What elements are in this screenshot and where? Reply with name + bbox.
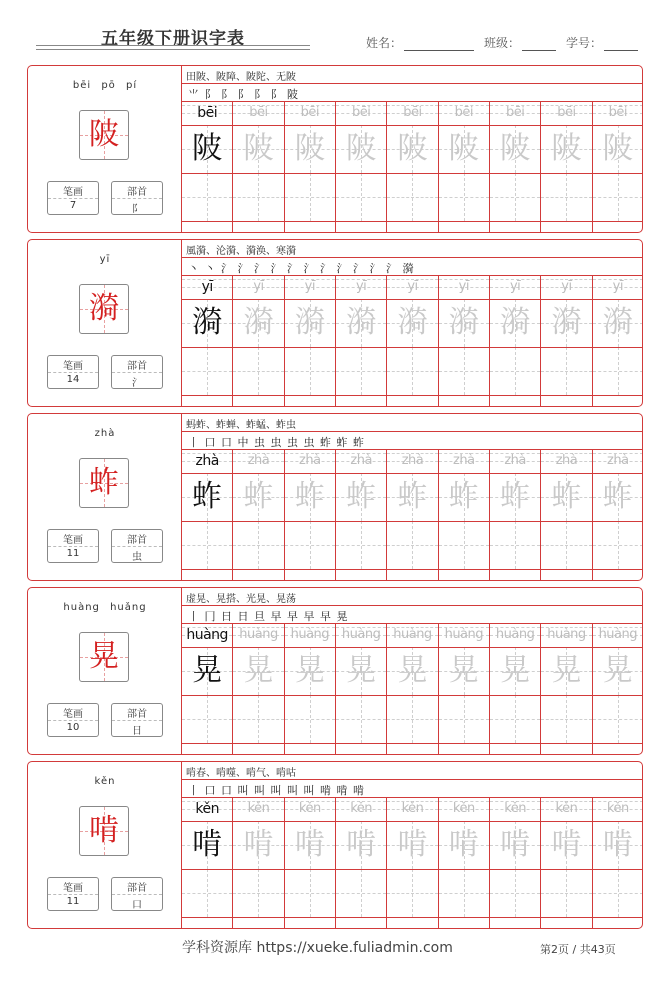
- practice-panel: [182, 240, 643, 406]
- blank-write-grid[interactable]: [593, 521, 643, 569]
- pinyin-trace: yī: [407, 279, 418, 294]
- practice-cell[interactable]: [541, 275, 592, 407]
- practice-cell[interactable]: [593, 623, 643, 755]
- pinyin-sample: huàng: [186, 627, 228, 643]
- practice-cell[interactable]: [439, 623, 490, 755]
- id-field: [566, 34, 638, 51]
- pinyin-trace: yī: [561, 279, 572, 294]
- practice-cell[interactable]: [490, 797, 541, 929]
- char-trace: 陂: [551, 131, 582, 166]
- blank-write-grid[interactable]: [285, 869, 335, 917]
- practice-cell[interactable]: [336, 275, 387, 407]
- pinyin-sample: bēi: [197, 105, 218, 121]
- char-trace: 啃: [397, 827, 428, 862]
- stroke-count-box: [47, 181, 99, 215]
- radical-label: 部首: [127, 361, 147, 372]
- pinyin-trace: kěn: [247, 801, 270, 816]
- stroke-count-box: [47, 877, 99, 911]
- practice-cell[interactable]: [233, 623, 284, 755]
- stroke-count: 7: [69, 200, 77, 211]
- pinyin-trace: zhà: [453, 453, 475, 468]
- character-block: [27, 239, 643, 407]
- char-trace: 陂: [448, 131, 479, 166]
- blank-write-grid[interactable]: [285, 347, 335, 395]
- practice-cell[interactable]: [541, 797, 592, 929]
- pinyin-trace: zhà: [504, 453, 526, 468]
- radical-value: 口: [132, 900, 142, 911]
- blank-write-grid[interactable]: [387, 695, 437, 743]
- blank-write-grid[interactable]: [541, 869, 591, 917]
- radical-box: [111, 703, 163, 737]
- practice-cell[interactable]: [387, 101, 438, 233]
- example-words: 虚晃、晃搭、光晃、晃荡: [186, 594, 296, 605]
- blank-write-grid[interactable]: [233, 869, 283, 917]
- stroke-order: 丨 口 口 叫 叫 叫 叫 叫 啃 啃 啃: [188, 784, 365, 797]
- pinyin-trace: kěn: [555, 801, 578, 816]
- char-trace: 晃: [602, 653, 633, 688]
- pinyin-trace: bēi: [300, 105, 319, 120]
- pinyin-trace: bēi: [608, 105, 627, 120]
- name-field: [366, 34, 474, 51]
- blank-write-grid[interactable]: [490, 347, 540, 395]
- char-sample: 晃: [192, 653, 223, 688]
- main-char: 蚱: [89, 465, 119, 500]
- stroke-count: 11: [66, 896, 80, 907]
- char-trace: 漪: [500, 305, 531, 340]
- practice-cell[interactable]: [593, 449, 643, 581]
- pinyin-trace: kěn: [452, 801, 475, 816]
- blank-write-grid[interactable]: [490, 173, 540, 221]
- pinyin-trace: yī: [253, 279, 264, 294]
- practice-cell[interactable]: [387, 623, 438, 755]
- radical-box: [111, 181, 163, 215]
- radical-label: 部首: [127, 187, 147, 198]
- practice-cell[interactable]: [285, 101, 336, 233]
- char-trace: 晃: [500, 653, 531, 688]
- char-trace: 漪: [243, 305, 274, 340]
- practice-cell[interactable]: [285, 623, 336, 755]
- divider: [182, 647, 643, 648]
- title-underline-2: [36, 49, 310, 50]
- blank-write-grid[interactable]: [336, 869, 386, 917]
- example-words: 田陂、陂障、陂陀、无陂: [186, 72, 296, 83]
- practice-cell[interactable]: [387, 275, 438, 407]
- pinyin-trace: kěn: [401, 801, 424, 816]
- id-blank[interactable]: [604, 37, 638, 51]
- practice-cell[interactable]: [182, 797, 233, 929]
- divider: [182, 299, 643, 300]
- practice-grid: [182, 449, 643, 581]
- example-words: 蚂蚱、蚱蝉、蚱蜢、蚱虫: [186, 420, 296, 431]
- pinyin-sample: yī: [201, 279, 213, 295]
- blank-write-grid[interactable]: [593, 869, 643, 917]
- footer-page-number: 第2页 / 共43页: [540, 943, 616, 956]
- divider: [182, 821, 643, 822]
- blank-write-grid[interactable]: [490, 695, 540, 743]
- char-trace: 蚱: [551, 479, 582, 514]
- stroke-label: 笔画: [63, 709, 83, 720]
- divider: [182, 869, 643, 870]
- char-trace: 晃: [397, 653, 428, 688]
- blank-write-grid[interactable]: [541, 173, 591, 221]
- stroke-order: 丶 丶 氵 氵 氵 氵 氵 氵 氵 氵 氵 氵 氵 漪: [188, 262, 415, 275]
- stroke-order: 丨 口 口 中 虫 虫 虫 虫 蚱 蚱 蚱: [188, 436, 365, 449]
- pinyin-trace: kěn: [350, 801, 373, 816]
- example-words: 風漪、沦漪、漪涣、寒漪: [186, 246, 296, 257]
- blank-write-grid[interactable]: [182, 869, 232, 917]
- pinyin-trace: zhà: [607, 453, 629, 468]
- pinyin-trace: huàng: [598, 627, 637, 642]
- practice-cell[interactable]: [182, 275, 233, 407]
- practice-cell[interactable]: [233, 275, 284, 407]
- pinyin-trace: bēi: [505, 105, 525, 120]
- pinyin-sample: kěn: [195, 801, 219, 817]
- pinyin-trace: huàng: [393, 627, 432, 642]
- character-block: [27, 761, 643, 929]
- main-char-box: [79, 110, 129, 160]
- char-trace: 蚱: [397, 479, 428, 514]
- pinyin-trace: zhà: [247, 453, 270, 468]
- blank-write-grid[interactable]: [541, 695, 591, 743]
- main-char: 漪: [89, 291, 119, 326]
- blank-write-grid[interactable]: [233, 695, 283, 743]
- pinyin-trace: zhà: [401, 453, 424, 468]
- divider: [182, 521, 643, 522]
- practice-cell[interactable]: [182, 101, 233, 233]
- practice-panel: [182, 762, 643, 928]
- char-info-panel: [28, 240, 182, 406]
- divider: [182, 569, 643, 570]
- blank-write-grid[interactable]: [593, 695, 643, 743]
- practice-cell[interactable]: [593, 797, 643, 929]
- char-trace: 啃: [551, 827, 582, 862]
- practice-grid: [182, 101, 643, 233]
- char-info-panel: [28, 66, 182, 232]
- char-trace: 陂: [602, 131, 633, 166]
- practice-cell[interactable]: [285, 449, 336, 581]
- pinyin-trace: huàng: [444, 627, 484, 642]
- radical-label: 部首: [127, 535, 147, 546]
- blank-write-grid[interactable]: [336, 347, 386, 395]
- char-info-panel: [28, 762, 182, 928]
- practice-cell[interactable]: [336, 623, 387, 755]
- pinyin-trace: yī: [509, 279, 521, 294]
- blank-write-grid[interactable]: [387, 521, 437, 569]
- radical-box: [111, 529, 163, 563]
- char-info-panel: [28, 414, 182, 580]
- stroke-count-box: [47, 529, 99, 563]
- char-trace: 蚱: [500, 479, 531, 514]
- blank-write-grid[interactable]: [387, 347, 437, 395]
- char-pinyin: yī: [99, 254, 111, 265]
- char-trace: 蚱: [243, 479, 274, 514]
- main-char-box: [79, 632, 129, 682]
- blank-write-grid[interactable]: [336, 695, 386, 743]
- divider: [182, 695, 643, 696]
- blank-write-grid[interactable]: [593, 173, 643, 221]
- pinyin-trace: bēi: [403, 105, 422, 120]
- class-field: [484, 34, 556, 51]
- stroke-count: 10: [66, 722, 80, 733]
- divider: [182, 395, 643, 396]
- char-trace: 晃: [294, 653, 325, 688]
- name-label: 姓名：: [366, 36, 403, 50]
- blank-write-grid[interactable]: [387, 869, 437, 917]
- blank-write-grid[interactable]: [490, 521, 540, 569]
- practice-grid: [182, 275, 643, 407]
- page-title: 五年级下册识字表: [101, 29, 245, 49]
- practice-cell[interactable]: [439, 797, 490, 929]
- practice-panel: [182, 588, 643, 754]
- divider: [182, 743, 643, 744]
- blank-write-grid[interactable]: [490, 869, 540, 917]
- radical-box: [111, 355, 163, 389]
- main-char: 晃: [89, 639, 119, 674]
- practice-cell[interactable]: [490, 623, 541, 755]
- char-pinyin: bēi pō pí: [72, 80, 138, 91]
- practice-cell[interactable]: [541, 449, 592, 581]
- blank-write-grid[interactable]: [541, 347, 591, 395]
- footer-site: 学科资源库 https://xueke.fuliadmin.com: [182, 940, 453, 956]
- divider: [182, 779, 643, 780]
- char-trace: 陂: [346, 131, 377, 166]
- practice-cell[interactable]: [182, 449, 233, 581]
- title-underline: [36, 45, 310, 46]
- stroke-count: 14: [66, 374, 80, 385]
- char-pinyin: zhà: [94, 428, 116, 439]
- blank-write-grid[interactable]: [182, 347, 232, 395]
- blank-write-grid[interactable]: [285, 521, 335, 569]
- pinyin-trace: bēi: [249, 105, 268, 120]
- practice-cell[interactable]: [336, 449, 387, 581]
- blank-write-grid[interactable]: [285, 695, 335, 743]
- char-trace: 蚱: [294, 479, 325, 514]
- char-trace: 陂: [397, 131, 428, 166]
- char-sample: 漪: [192, 305, 223, 340]
- practice-cell[interactable]: [387, 797, 438, 929]
- main-char-box: [79, 806, 129, 856]
- id-label: 学号：: [566, 36, 603, 50]
- pinyin-trace: yī: [304, 279, 315, 294]
- stroke-count-box: [47, 703, 99, 737]
- practice-panel: [182, 414, 643, 580]
- radical-label: 部首: [127, 883, 147, 894]
- char-trace: 晃: [243, 653, 274, 688]
- blank-write-grid[interactable]: [182, 695, 232, 743]
- char-trace: 蚱: [448, 479, 479, 514]
- pinyin-trace: huàng: [547, 627, 586, 642]
- radical-label: 部首: [127, 709, 147, 720]
- stroke-label: 笔画: [63, 361, 83, 372]
- blank-write-grid[interactable]: [233, 173, 283, 221]
- blank-write-grid[interactable]: [336, 173, 386, 221]
- blank-write-grid[interactable]: [439, 347, 489, 395]
- main-char: 啃: [89, 813, 119, 848]
- pinyin-trace: kěn: [504, 801, 527, 816]
- name-blank[interactable]: [404, 37, 474, 51]
- char-trace: 啃: [346, 827, 377, 862]
- pinyin-trace: zhà: [350, 453, 372, 468]
- char-trace: 啃: [243, 827, 274, 862]
- blank-write-grid[interactable]: [387, 173, 437, 221]
- character-block: [27, 65, 643, 233]
- class-label: 班级：: [484, 36, 521, 50]
- char-trace: 漪: [294, 305, 325, 340]
- class-blank[interactable]: [522, 37, 556, 51]
- divider: [182, 83, 643, 84]
- stroke-label: 笔画: [63, 187, 83, 198]
- practice-cell[interactable]: [541, 623, 592, 755]
- main-char-box: [79, 284, 129, 334]
- char-trace: 晃: [346, 653, 377, 688]
- main-char: 陂: [89, 117, 119, 152]
- pinyin-trace: huàng: [290, 627, 330, 642]
- divider: [182, 431, 643, 432]
- char-sample: 陂: [192, 131, 223, 166]
- blank-write-grid[interactable]: [233, 521, 283, 569]
- pinyin-trace: zhà: [555, 453, 578, 468]
- char-trace: 晃: [551, 653, 582, 688]
- practice-cell[interactable]: [285, 797, 336, 929]
- practice-cell[interactable]: [233, 797, 284, 929]
- char-trace: 啃: [448, 827, 479, 862]
- char-trace: 晃: [448, 653, 479, 688]
- practice-grid: [182, 797, 643, 929]
- divider: [182, 917, 643, 918]
- practice-cell[interactable]: [439, 101, 490, 233]
- char-trace: 蚱: [602, 479, 633, 514]
- stroke-label: 笔画: [63, 883, 83, 894]
- pinyin-sample: zhà: [195, 453, 219, 469]
- pinyin-trace: yī: [458, 279, 469, 294]
- char-trace: 陂: [243, 131, 274, 166]
- radical-value: 阝: [132, 204, 142, 215]
- student-info-fields: [366, 34, 648, 51]
- blank-write-grid[interactable]: [182, 173, 232, 221]
- practice-cell[interactable]: [593, 275, 643, 407]
- pinyin-trace: zhà: [299, 453, 321, 468]
- pinyin-trace: bēi: [557, 105, 576, 120]
- practice-panel: [182, 66, 643, 232]
- stroke-label: 笔画: [63, 535, 83, 546]
- char-trace: 啃: [294, 827, 325, 862]
- pinyin-trace: huàng: [341, 627, 381, 642]
- char-pinyin: kěn: [94, 776, 116, 787]
- blank-write-grid[interactable]: [336, 521, 386, 569]
- pinyin-trace: bēi: [351, 105, 371, 120]
- divider: [182, 221, 643, 222]
- char-sample: 啃: [192, 827, 223, 862]
- blank-write-grid[interactable]: [439, 695, 489, 743]
- practice-cell[interactable]: [336, 797, 387, 929]
- divider: [182, 605, 643, 606]
- char-trace: 漪: [346, 305, 377, 340]
- char-trace: 漪: [551, 305, 582, 340]
- character-block: [27, 587, 643, 755]
- pinyin-trace: huàng: [495, 627, 535, 642]
- practice-cell[interactable]: [439, 449, 490, 581]
- main-char-box: [79, 458, 129, 508]
- pinyin-trace: yī: [355, 279, 367, 294]
- practice-cell[interactable]: [490, 101, 541, 233]
- practice-cell[interactable]: [336, 101, 387, 233]
- char-trace: 陂: [500, 131, 531, 166]
- divider: [182, 347, 643, 348]
- practice-cell[interactable]: [233, 449, 284, 581]
- char-trace: 蚱: [346, 479, 377, 514]
- practice-cell[interactable]: [490, 275, 541, 407]
- blank-write-grid[interactable]: [439, 173, 489, 221]
- blank-write-grid[interactable]: [439, 521, 489, 569]
- practice-cell[interactable]: [593, 101, 643, 233]
- char-trace: 漪: [397, 305, 428, 340]
- practice-cell[interactable]: [387, 449, 438, 581]
- stroke-order: ⺌ 阝 阝 阝 阝 阝 陂: [188, 88, 299, 101]
- example-words: 啃春、啃噬、啃气、啃咕: [186, 768, 296, 779]
- practice-grid: [182, 623, 643, 755]
- pinyin-trace: kěn: [298, 801, 321, 816]
- stroke-count-box: [47, 355, 99, 389]
- pinyin-trace: kěn: [606, 801, 629, 816]
- practice-cell[interactable]: [182, 623, 233, 755]
- practice-cell[interactable]: [233, 101, 284, 233]
- char-trace: 啃: [602, 827, 633, 862]
- char-sample: 蚱: [192, 479, 223, 514]
- radical-value: 氵: [132, 378, 142, 389]
- blank-write-grid[interactable]: [541, 521, 591, 569]
- blank-write-grid[interactable]: [233, 347, 283, 395]
- char-trace: 啃: [500, 827, 531, 862]
- practice-cell[interactable]: [285, 275, 336, 407]
- blank-write-grid[interactable]: [182, 521, 232, 569]
- practice-cell[interactable]: [490, 449, 541, 581]
- char-trace: 陂: [294, 131, 325, 166]
- radical-value: 虫: [132, 552, 142, 563]
- pinyin-trace: bēi: [454, 105, 473, 120]
- pinyin-trace: huàng: [239, 627, 278, 642]
- radical-value: 日: [132, 726, 142, 737]
- blank-write-grid[interactable]: [593, 347, 643, 395]
- divider: [182, 473, 643, 474]
- divider: [182, 173, 643, 174]
- divider: [182, 125, 643, 126]
- char-trace: 漪: [602, 305, 633, 340]
- blank-write-grid[interactable]: [285, 173, 335, 221]
- practice-cell[interactable]: [439, 275, 490, 407]
- radical-box: [111, 877, 163, 911]
- practice-cell[interactable]: [541, 101, 592, 233]
- char-info-panel: [28, 588, 182, 754]
- char-pinyin: huàng huǎng: [63, 602, 147, 613]
- char-trace: 漪: [448, 305, 479, 340]
- stroke-count: 11: [66, 548, 80, 559]
- stroke-order: 丨 冂 日 日 旦 早 早 早 早 晃: [188, 610, 349, 623]
- character-block: [27, 413, 643, 581]
- pinyin-trace: yī: [612, 279, 623, 294]
- divider: [182, 257, 643, 258]
- blank-write-grid[interactable]: [439, 869, 489, 917]
